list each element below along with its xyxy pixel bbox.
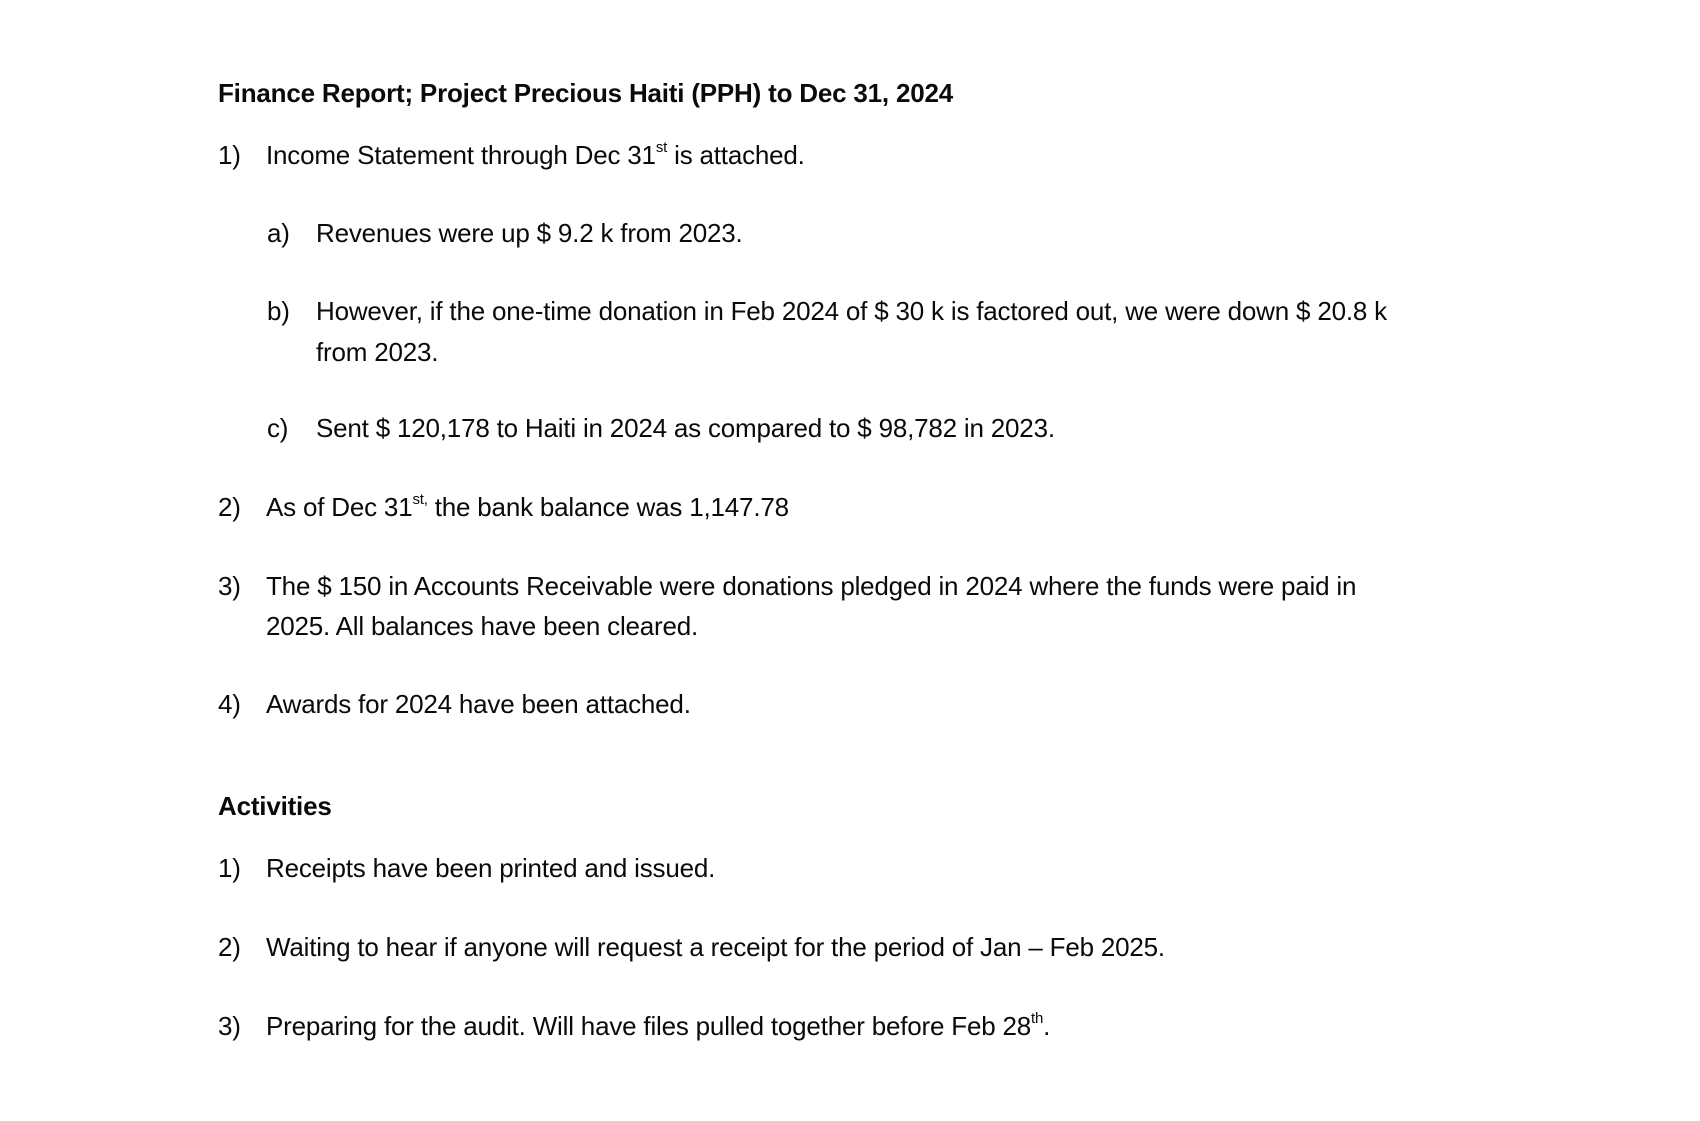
item-text: Waiting to hear if anyone will request a receipt for the period of Jan – Feb 2025. <box>266 932 1165 962</box>
subitem-text-line1: However, if the one-time donation in Feb 2024 of $ 30 k is factored out, we were down $ 20.8 k <box>316 296 1387 326</box>
item-text: Preparing for the audit. Will have files pulled together before Feb 28th. <box>266 1010 1051 1041</box>
item-text-line1: The $ 150 in Accounts Receivable were donations pledged in 2024 where the funds were paid in <box>266 571 1357 601</box>
subitem-marker: b) <box>267 296 290 326</box>
subitem-marker: c) <box>267 413 289 443</box>
item-marker: 4) <box>218 689 241 719</box>
report-title: Finance Report; Project Precious Haiti (PPH) to Dec 31, 2024 <box>218 78 954 108</box>
subitem-text: Sent $ 120,178 to Haiti in 2024 as compared to $ 98,782 in 2023. <box>316 413 1055 443</box>
subitem-text-line2: from 2023. <box>316 337 439 367</box>
activities-title: Activities <box>218 791 332 821</box>
item-marker: 3) <box>218 571 241 601</box>
item-marker: 3) <box>218 1011 241 1041</box>
subitem-marker: a) <box>267 218 290 248</box>
item-text: Receipts have been printed and issued. <box>266 853 716 883</box>
item-text: Income Statement through Dec 31st is attached. <box>266 139 805 170</box>
item-marker: 1) <box>218 853 241 883</box>
item-marker: 1) <box>218 140 241 170</box>
item-marker: 2) <box>218 932 241 962</box>
item-text-line2: 2025. All balances have been cleared. <box>266 611 699 641</box>
item-text: As of Dec $31^{st,}$ the bank balance was 1,147.78 <box>266 491 789 522</box>
item-marker: 2) <box>218 492 241 522</box>
item-text: Awards for 2024 have been attached. <box>266 689 691 719</box>
subitem-text: Revenues were up $ 9.2 k from 2023. <box>316 218 743 248</box>
